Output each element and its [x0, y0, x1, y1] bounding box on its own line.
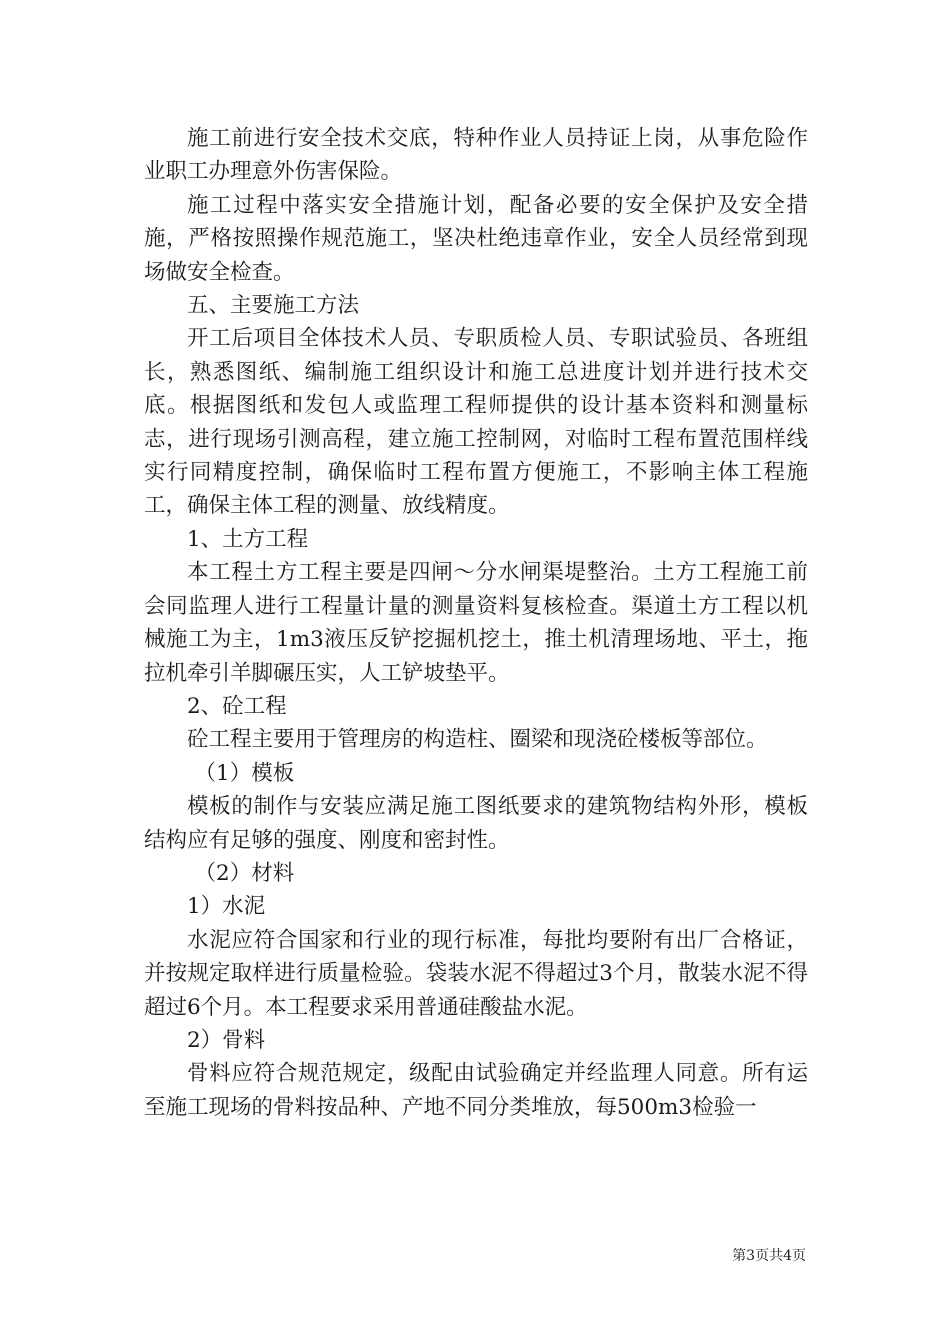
subsection-heading: 1）水泥	[187, 894, 266, 920]
subsection-heading: （2）材料	[194, 860, 295, 886]
document-body	[144, 122, 808, 1124]
subsection-heading: 2）骨料	[187, 1027, 266, 1053]
section-heading: 2、砼工程	[187, 693, 287, 719]
subsection-heading: （1）模板	[194, 760, 295, 786]
paragraph: 骨料应符合规范规定，级配由试验确定并经监理人同意。所有运至施工现场的骨料按品种、产地不同分类堆放，每500m3检验一	[144, 1061, 808, 1120]
paragraph: 本工程土方工程主要是四闸～分水闸渠堤整治。土方工程施工前会同监理人进行工程量计量的测量资料复核检查。渠道土方工程以机械施工为主，1m3液压反铲挖掘机挖土，推土机清理场地、平土，拖拉机牵引羊脚碾压实，人工铲坡垫平。	[144, 560, 808, 686]
paragraph: 水泥应符合国家和行业的现行标准，每批均要附有出厂合格证，并按规定取样进行质量检验。袋装水泥不得超过3个月，散装水泥不得超过6个月。本工程要求采用普通硅酸盐水泥。	[144, 927, 808, 1020]
paragraph: 开工后项目全体技术人员、专职质检人员、专职试验员、各班组长，熟悉图纸、编制施工组织设计和施工总进度计划并进行技术交底。根据图纸和发包人或监理工程师提供的设计基本资料和测量标志，进行现场引测高程，建立施工控制网，对临时工程布置范围样线实行同精度控制，确保临时工程布置方便施工，不影响主体工程施工，确保主体工程的测量、放线精度。	[144, 326, 808, 519]
section-heading: 1、土方工程	[187, 526, 309, 552]
paragraph: 砼工程主要用于管理房的构造柱、圈梁和现浇砼楼板等部位。	[187, 727, 768, 753]
paragraph: 模板的制作与安装应满足施工图纸要求的建筑物结构外形，模板结构应有足够的强度、刚度和密封性。	[144, 794, 808, 853]
page-number-footer: 第3页共4页	[732, 1248, 806, 1264]
section-heading: 五、主要施工方法	[187, 293, 360, 319]
paragraph: 施工过程中落实安全措施计划，配备必要的安全保护及安全措施，严格按照操作规范施工，坚决杜绝违章作业，安全人员经常到现场做安全检查。	[144, 192, 808, 285]
paragraph: 施工前进行安全技术交底，特种作业人员持证上岗，从事危险作业职工办理意外伤害保险。	[144, 126, 808, 185]
